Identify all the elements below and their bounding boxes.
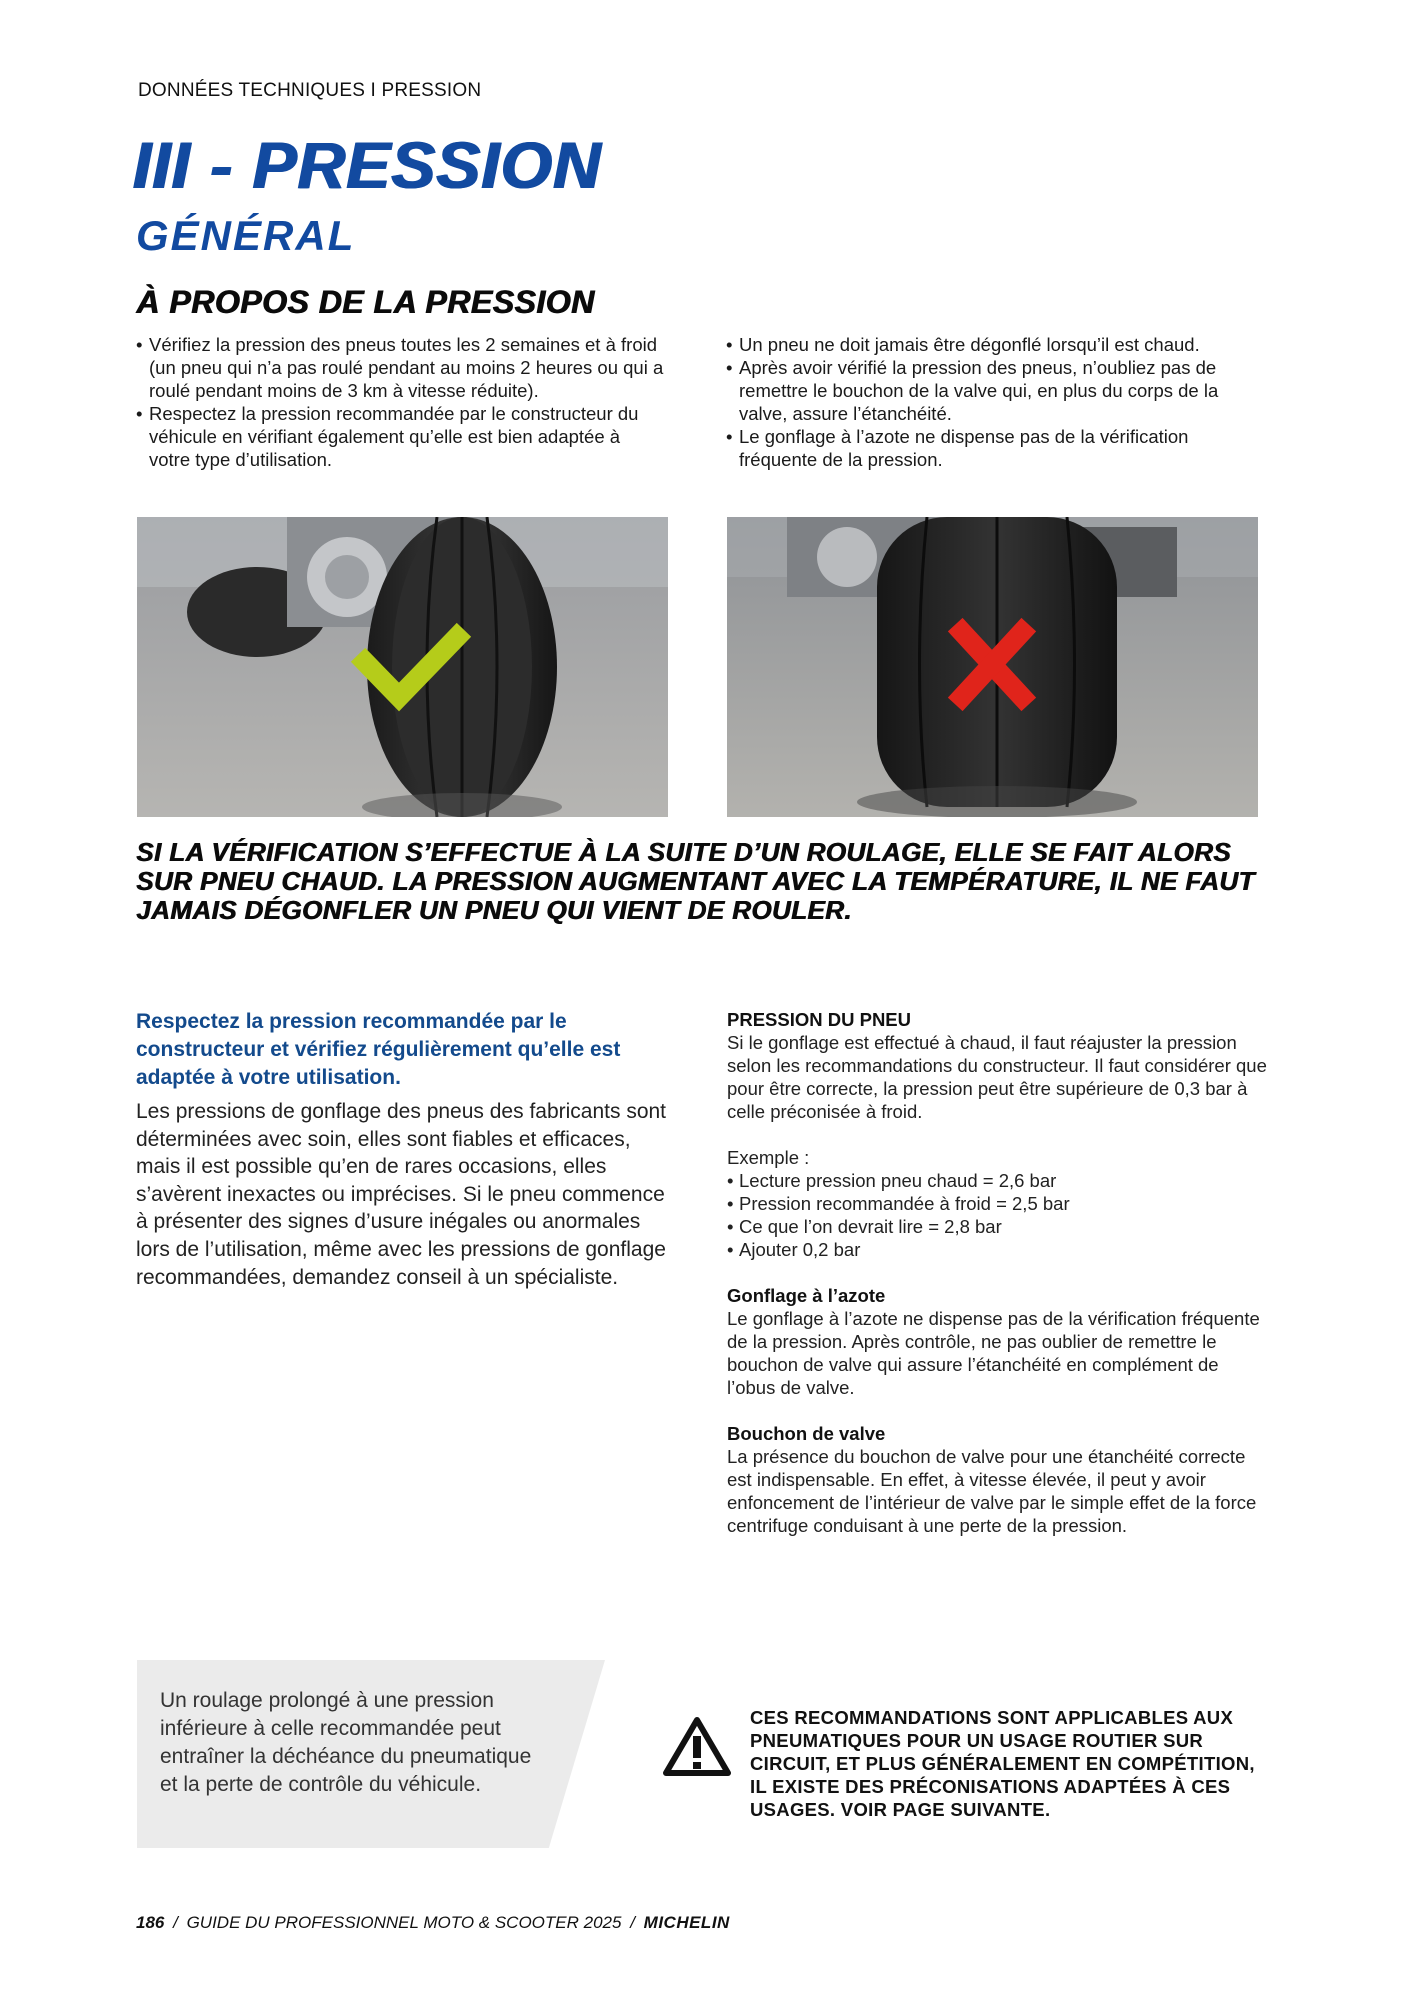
tire-photo-incorrect	[727, 517, 1258, 817]
list-item: • Après avoir vérifié la pression des pneus, n’oubliez pas de remettre le bouchon de la valve qui, en plus du corps de la valve, assure l’étanchéité.	[726, 356, 1266, 425]
list-item: • Pression recommandée à froid = 2,5 bar	[727, 1192, 1267, 1215]
list-item: • Vérifiez la pression des pneus toutes les 2 semaines et à froid (un pneu qui n’a pas roulé pendant au moins 2 heures ou qui a roulé pendant moins de 3 km à vitesse réduite).	[136, 333, 666, 402]
breadcrumb: DONNÉES TECHNIQUES I PRESSION	[138, 80, 482, 101]
bouchon-text: La présence du bouchon de valve pour une étanchéité correcte est indispensable. En effet, à vitesse élevée, il peut y avoir enfoncement de l’intérieur de valve par le simple effet de la force centrifuge conduisant à une perte de la pression.	[727, 1446, 1257, 1536]
guide-title: GUIDE DU PROFESSIONNEL MOTO & SCOOTER 2025	[186, 1913, 622, 1932]
bouchon-heading: Bouchon de valve	[727, 1423, 886, 1444]
pression-pneu-block	[727, 1008, 1267, 1123]
footer-separator: /	[173, 1913, 178, 1932]
page-title: III - PRESSION	[132, 128, 601, 202]
body-paragraph: Les pressions de gonflage des pneus des fabricants sont déterminées avec soin, elles sont fiables et efficaces, mais il est possible qu’en de rares occasions, elles s’avèrent inexactes ou imprécises. Si le pneu commence à présenter des signes d’usure inégales ou anormales lors de l’utilisation, même avec les pressions de gonflage recommandées, demandez conseil à un spécialiste.	[136, 1100, 667, 1289]
azote-block	[727, 1284, 1267, 1399]
footer-separator: /	[630, 1913, 635, 1932]
footer	[136, 1913, 730, 1933]
pression-pneu-text: Si le gonflage est effectué à chaud, il faut réajuster la pression selon les recommandations du constructeur. Il faut considérer que pour être correcte, la pression peut être supérieure de 0,3 bar à celle préconisée à froid.	[727, 1032, 1267, 1122]
warning-box-text: Un roulage prolongé à une pression inférieure à celle recommandée peut entraîner la déchéance du pneumatique et la perte de contrôle du véhicule.	[160, 1689, 532, 1796]
tire-correct-illustration	[137, 517, 668, 817]
list-item: • Le gonflage à l’azote ne dispense pas de la vérification fréquente de la pression.	[726, 425, 1266, 471]
bouchon-block	[727, 1422, 1267, 1537]
exemple-list	[727, 1169, 1267, 1261]
section-heading: À PROPOS DE LA PRESSION	[136, 284, 595, 320]
tire-incorrect-illustration	[727, 517, 1258, 817]
list-item: • Ajouter 0,2 bar	[727, 1238, 1267, 1261]
right-column	[727, 1008, 1267, 1560]
azote-text: Le gonflage à l’azote ne dispense pas de la vérification fréquente de la pression. Après contrôle, ne pas oublier de remettre le bouchon de valve qui assure l’étanchéité en complément de l’obus de valve.	[727, 1308, 1260, 1398]
hot-tyre-callout: SI LA VÉRIFICATION S’EFFECTUE À LA SUITE D’UN ROULAGE, ELLE SE FAIT ALORS SUR PNEU CHAUD. LA PRESSION AUGMENTANT AVEC LA TEMPÉRATURE, IL NE FAUT JAMAIS DÉGONFLER UN PNEU QUI VIENT DE ROULER.	[136, 837, 1255, 925]
pression-pneu-heading: PRESSION DU PNEU	[727, 1009, 912, 1030]
bullet-list-right	[726, 333, 1266, 471]
azote-heading: Gonflage à l’azote	[727, 1285, 886, 1306]
page-number: 186	[136, 1913, 165, 1932]
page-subtitle: GÉNÉRAL	[136, 212, 356, 259]
alert-text: CES RECOMMANDATIONS SONT APPLICABLES AUX PNEUMATIQUES POUR UN USAGE ROUTIER SUR CIRCUIT, ET PLUS GÉNÉRALEMENT EN COMPÉTITION, IL EXISTE DES PRÉCONISATIONS ADAPTÉES À CES USAGES. VOIR PAGE SUIVANTE.	[750, 1707, 1255, 1820]
bullet-list-left	[136, 333, 666, 471]
list-item: • Un pneu ne doit jamais être dégonflé lorsqu’il est chaud.	[726, 333, 1266, 356]
exemple-label: Exemple :	[727, 1147, 810, 1168]
warning-triangle-icon	[662, 1716, 732, 1778]
tire-photo-correct	[137, 517, 668, 817]
brand-logo: MICHELIN	[643, 1913, 730, 1932]
list-item: • Respectez la pression recommandée par le constructeur du véhicule en vérifiant également qu’elle est bien adaptée à votre type d’utilisation.	[136, 402, 666, 471]
list-item: • Ce que l’on devrait lire = 2,8 bar	[727, 1215, 1267, 1238]
exemple-block	[727, 1146, 1267, 1261]
list-item: • Lecture pression pneu chaud = 2,6 bar	[727, 1169, 1267, 1192]
lead-paragraph: Respectez la pression recommandée par le constructeur et vérifiez régulièrement qu’elle est adaptée à votre utilisation.	[136, 1010, 621, 1089]
